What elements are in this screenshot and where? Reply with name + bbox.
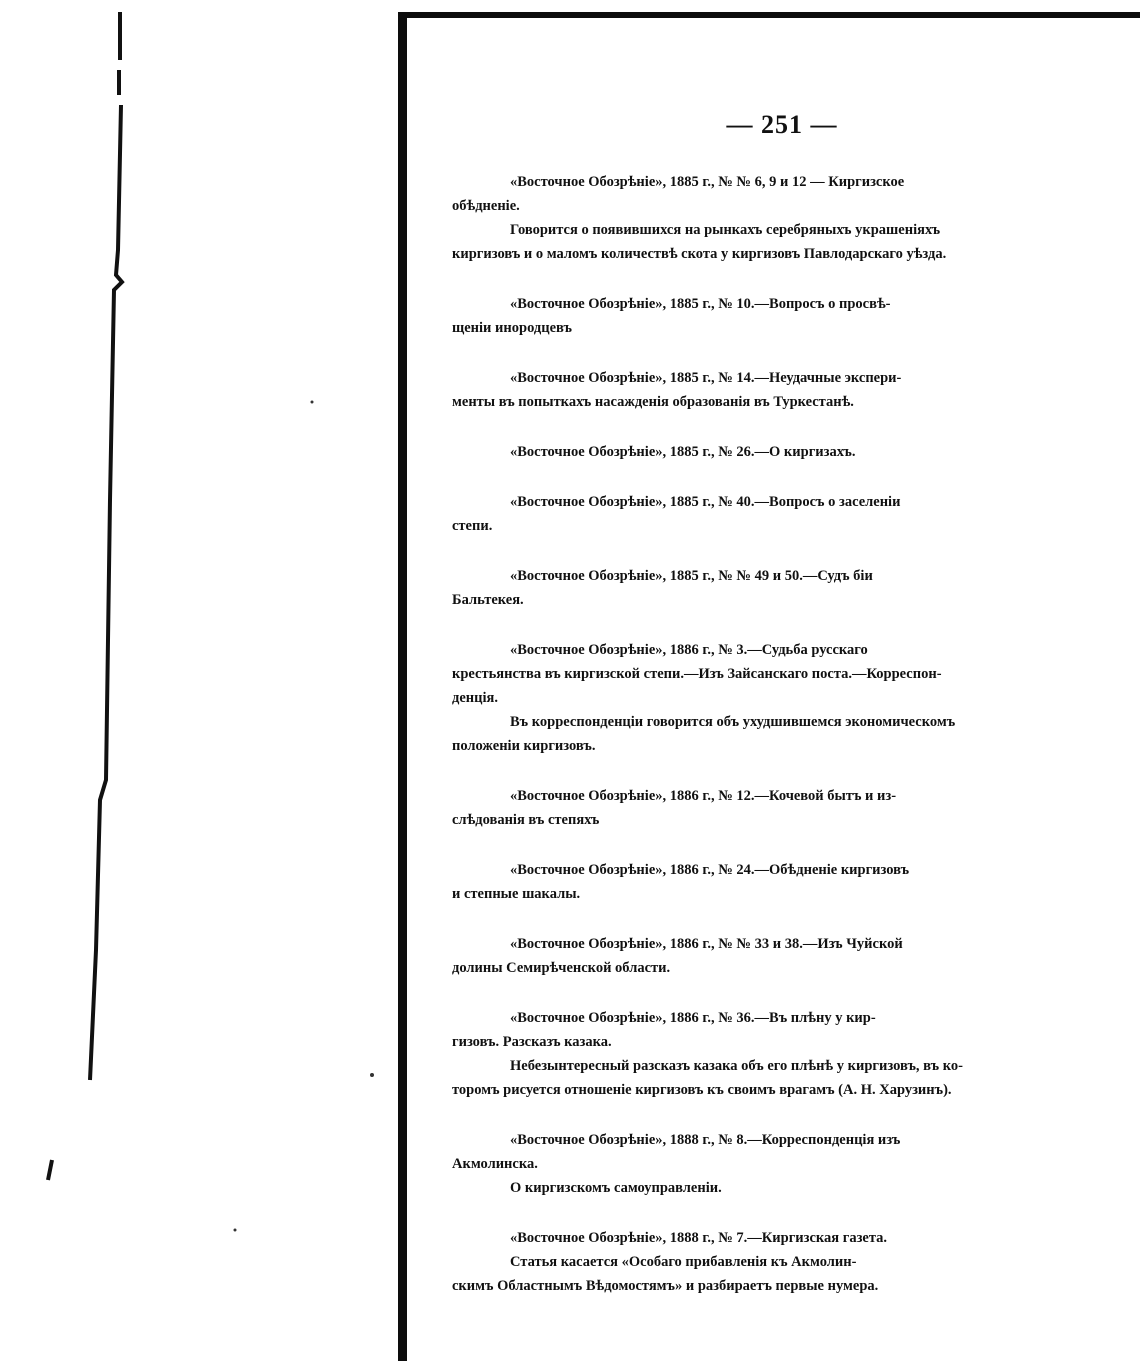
bibliography-entry [452,1006,1112,1102]
entry-line: щеніи инородцевъ [452,320,572,336]
bibliography-entry [452,170,1112,266]
entry-line: Въ корреспонденціи говорится объ ухудшившемся экономическомъ [510,714,956,730]
entry-line: «Восточное Обозрѣніе», 1886 г., № 3.—Судьба русскаго [510,642,868,658]
entry-line: «Восточное Обозрѣніе», 1886 г., № 36.—Въ плѣну у кир- [510,1010,876,1026]
book-spine-edge [398,16,407,1361]
entry-line: «Восточное Обозрѣніе», 1885 г., № 40.—Вопросъ о заселеніи [510,494,901,510]
entry-line: и степные шакалы. [452,886,581,902]
bibliography-entry [452,366,1112,414]
bibliography-entry [452,932,1112,980]
entry-line: «Восточное Обозрѣніе», 1888 г., № 8.—Корреспонденція изъ [510,1132,901,1148]
entry-line: Статья касается «Особаго прибавленія къ Акмолин- [510,1254,857,1270]
bibliography-entry [452,440,1112,464]
bibliography-entries [452,170,1112,1298]
entry-line: Бальтекея. [452,592,524,608]
page-top-rule [398,12,1140,18]
entry-line: «Восточное Обозрѣніе», 1886 г., № 12.—Кочевой бытъ и из- [510,788,897,804]
bibliography-entry [452,1226,1112,1298]
entry-line: слѣдованія въ степяхъ [452,812,600,828]
entry-line: обѣдненіе. [452,198,520,214]
entry-line: киргизовъ и о маломъ количествѣ скота у киргизовъ Павлодарскаго уѣзда. [452,246,947,262]
entry-line: долины Семирѣченской области. [452,960,671,976]
entry-line: гизовъ. Разсказъ казака. [452,1034,612,1050]
entry-line: «Восточное Обозрѣніе», 1885 г., № 26.—О киргизахъ. [510,444,856,460]
bibliography-entry [452,292,1112,340]
entry-line: менты въ попыткахъ насажденія образованія въ Туркестанѣ. [452,394,854,410]
entry-line: Говорится о появившихся на рынкахъ серебряныхъ украшеніяхъ [510,222,941,238]
left-margin-scan-marks [0,0,400,1361]
bibliography-entry [452,784,1112,832]
entry-line: «Восточное Обозрѣніе», 1886 г., № 24.—Обѣдненіе киргизовъ [510,862,910,878]
entry-line: положеніи киргизовъ. [452,738,596,754]
bibliography-entry [452,1128,1112,1200]
entry-line: Небезынтересный разсказъ казака объ его плѣнѣ у киргизовъ, въ ко- [510,1058,963,1074]
bibliography-entry [452,638,1112,758]
entry-line: О киргизскомъ самоуправленіи. [510,1180,722,1196]
bibliography-entry [452,564,1112,612]
document-page [452,110,1112,1324]
entry-line: скимъ Областнымъ Вѣдомостямъ» и разбираетъ первые нумера. [452,1278,879,1294]
entry-line: торомъ рисуется отношеніе киргизовъ къ своимъ врагамъ (А. Н. Харузинъ). [452,1082,952,1098]
bibliography-entry [452,490,1112,538]
page-number: — 251 — [726,110,838,139]
entry-line: «Восточное Обозрѣніе», 1888 г., № 7.—Киргизская газета. [510,1230,888,1246]
entry-line: «Восточное Обозрѣніе», 1885 г., № № 49 и 50.—Судъ біи [510,568,873,584]
entry-line: степи. [452,518,493,534]
entry-line: Акмолинска. [452,1156,538,1172]
entry-line: «Восточное Обозрѣніе», 1886 г., № № 33 и 38.—Изъ Чуйской [510,936,903,952]
entry-line: «Восточное Обозрѣніе», 1885 г., № 14.—Неудачные экспери- [510,370,902,386]
bibliography-entry [452,858,1112,906]
entry-line: денція. [452,690,498,706]
entry-line: крестьянства въ киргизской степи.—Изъ Зайсанскаго поста.—Корреспон- [452,666,942,682]
entry-line: «Восточное Обозрѣніе», 1885 г., № 10.—Вопросъ о просвѣ- [510,296,891,312]
entry-line: «Восточное Обозрѣніе», 1885 г., № № 6, 9 и 12 — Киргизское [510,174,905,190]
